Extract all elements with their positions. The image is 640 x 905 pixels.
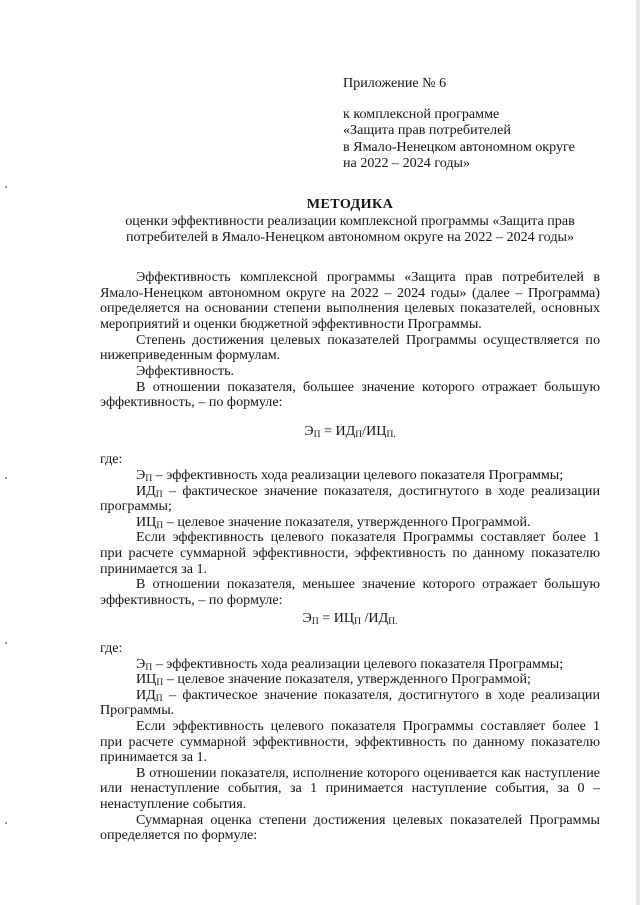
scan-speck: [5, 477, 7, 479]
definition-text: – фактическое значение показателя, достигнутого в ходе реализации Программы.: [100, 686, 600, 719]
definition-subscript: П: [156, 678, 164, 689]
formula-term: /ИД: [360, 610, 389, 627]
definition-text: – целевое значение показателя, утвержденного Программой.: [163, 513, 531, 530]
definition: [100, 672, 600, 688]
definition-text: – фактическое значение показателя, достигнутого в ходе реализации программы;: [100, 482, 600, 515]
formula-term: Э: [302, 610, 312, 627]
definition-subscript: П: [156, 520, 164, 531]
formula-subscript: П: [354, 617, 361, 628]
paragraph: В отношении показателя, большее значение которого отражает большую эффективность, – по формуле:: [100, 378, 600, 411]
scan-speck: [5, 822, 7, 824]
definition-symbol: ИД: [136, 686, 156, 703]
title-subline: потребителей в Ямало-Ненецком автономном округе на 2022 – 2024 годы»: [125, 229, 575, 246]
definition: [100, 515, 600, 531]
appendix-line: «Защита прав потребителей: [343, 122, 511, 139]
formula-term: = ИД: [320, 422, 356, 439]
title-subline: оценки эффективности реализации комплексной программы «Защита прав: [125, 212, 575, 229]
formula-subscript: П.: [386, 429, 396, 440]
formula-subscript: П: [313, 429, 321, 440]
definition: [100, 657, 600, 673]
definition-symbol: Э: [136, 467, 146, 484]
appendix-header: [343, 75, 575, 172]
paragraph: В отношении показателя, исполнение которого оценивается как наступление или ненаступление события, за 1 принимается наступление события, за 0 – ненаступление события.: [100, 764, 600, 812]
appendix-number: Приложение № 6: [343, 75, 447, 91]
scan-speck: [5, 642, 7, 644]
appendix-line: в Ямало-Ненецком автономном округе: [343, 138, 575, 155]
definition: [100, 484, 600, 515]
title-heading: МЕТОДИКА: [306, 196, 394, 212]
appendix-line: на 2022 – 2024 годы»: [343, 155, 471, 172]
definition-subscript: П: [145, 474, 153, 485]
document-title: [60, 196, 640, 246]
definition: [100, 468, 600, 484]
paragraph: Если эффективность целевого показателя Программы составляет более 1 при расчете суммарной эффективности, эффективность по данному показателю принимается за 1.: [100, 717, 600, 766]
definition-text: – эффективность хода реализации целевого показателя Программы;: [152, 655, 564, 672]
paragraph: Суммарная оценка степени достижения целевых показателей Программы определяется по формуле:: [100, 811, 600, 844]
definition-symbol: ИЦ: [136, 513, 157, 530]
formula-subscript: П: [355, 429, 363, 440]
appendix-line: к комплексной программе: [343, 105, 500, 122]
document-body: [100, 270, 600, 844]
paragraph: Степень достижения целевых показателей Программы осуществляется по нижеприведенным формулам.: [100, 331, 600, 364]
formula-term: = ИЦ: [318, 610, 355, 627]
definition: [100, 688, 600, 719]
definition-subscript: П: [155, 489, 163, 500]
definition-subscript: П: [145, 662, 153, 673]
formula-subscript: П.: [388, 617, 398, 628]
paragraph: Эффективность.: [136, 363, 235, 380]
paragraph: Если эффективность целевого показателя Программы составляет более 1 при расчете суммарной эффективности, эффективность по данному показателю принимается за 1.: [100, 529, 600, 577]
definition-text: – целевое значение показателя, утвержденного Программой;: [163, 671, 531, 688]
where-label: где:: [100, 451, 123, 468]
where-label: где:: [100, 639, 123, 656]
definition-subscript: П: [155, 693, 163, 704]
definition-symbol: ИД: [136, 482, 156, 499]
formula-direct: [100, 424, 600, 440]
formula-inverse: [100, 611, 600, 627]
paragraph: В отношении показателя, меньшее значение которого отражает большую эффективность, – по формуле:: [100, 576, 600, 608]
formula-term: /ИЦ: [362, 422, 387, 439]
formula-subscript: П: [311, 617, 319, 628]
paragraph: Эффективность комплексной программы «Защита прав потребителей в Ямало-Ненецком автономном округе на 2022 – 2024 годы» (далее – Программа) определяется на основании степени выполнения целевых показателей, основных мероприятий и оценки бюджетной эффективности Программы.: [100, 269, 600, 332]
definition-symbol: ИЦ: [136, 671, 157, 688]
definition-text: – эффективность хода реализации целевого показателя Программы;: [152, 467, 564, 484]
definition-symbol: Э: [136, 655, 146, 672]
scan-speck: [5, 186, 7, 188]
page-edge: [636, 0, 640, 905]
formula-term: Э: [304, 422, 314, 439]
